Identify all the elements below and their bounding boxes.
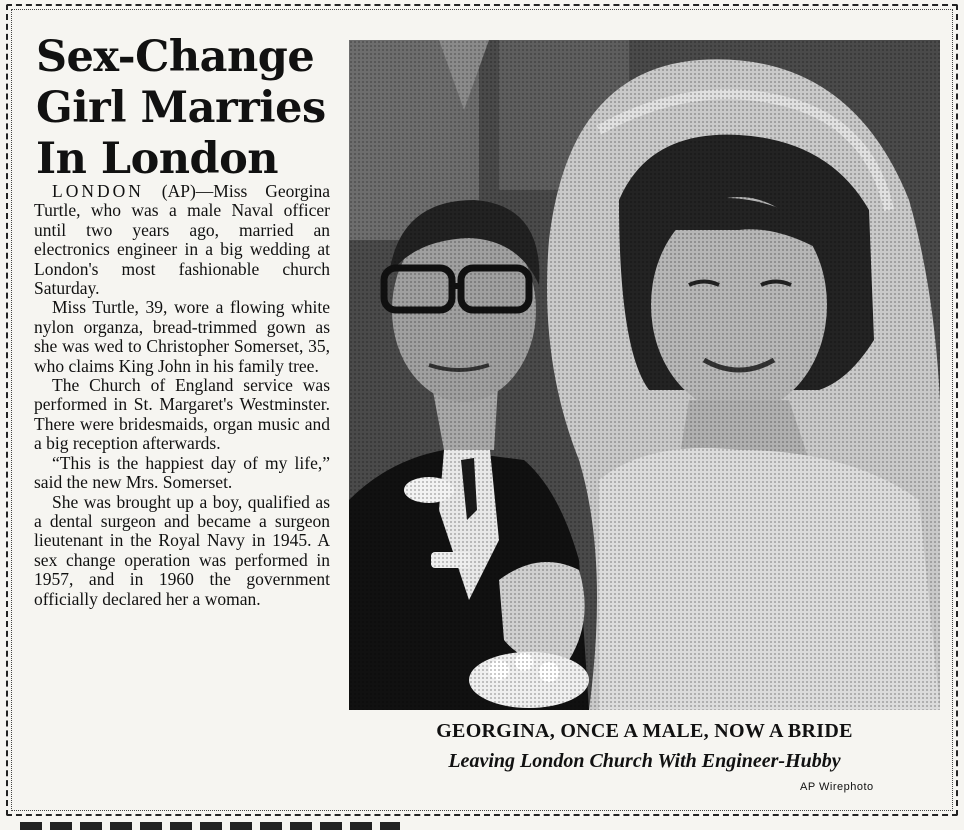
article-paragraph: LONDON (AP)—Miss Georgina Turtle, who was a male Naval officer until two years ago, married an electronics engineer in a big wedding at London's most fashionable church Saturday. <box>34 181 330 299</box>
dateline: LONDON <box>52 181 144 201</box>
article-body <box>34 182 330 609</box>
wedding-photo <box>349 40 940 710</box>
photo-caption-title: GEORGINA, ONCE A MALE, NOW A BRIDE <box>436 720 853 742</box>
wedding-photo-illustration <box>349 40 940 710</box>
photo-credit: AP Wirephoto <box>800 781 874 793</box>
article-paragraph: “This is the happiest day of my life,” said the new Mrs. Somerset. <box>34 452 330 493</box>
photo-caption-subtitle: Leaving London Church With Engineer-Hubby <box>448 750 841 772</box>
headline-line-1: Sex-Change <box>36 32 315 82</box>
article-paragraph: Miss Turtle, 39, wore a flowing white nylon organza, bread-trimmed gown as she was wed to Christopher Somerset, 35, who claims King John in his family tree. <box>34 297 330 376</box>
headline-line-2: Girl Marries <box>36 83 326 133</box>
article-paragraph: She was brought up a boy, qualified as a dental surgeon and became a surgeon lieutenant in the Royal Navy in 1945. A sex change operation was performed in 1957, and in 1960 the government officially declared her a woman. <box>34 491 330 609</box>
next-clipping-edge <box>20 822 400 830</box>
headline-line-3: In London <box>36 134 279 184</box>
article-paragraph: The Church of England service was performed in St. Margaret's Westminster. There were bridesmaids, organ music and a big reception afterwards. <box>34 375 330 454</box>
headline <box>36 32 336 185</box>
